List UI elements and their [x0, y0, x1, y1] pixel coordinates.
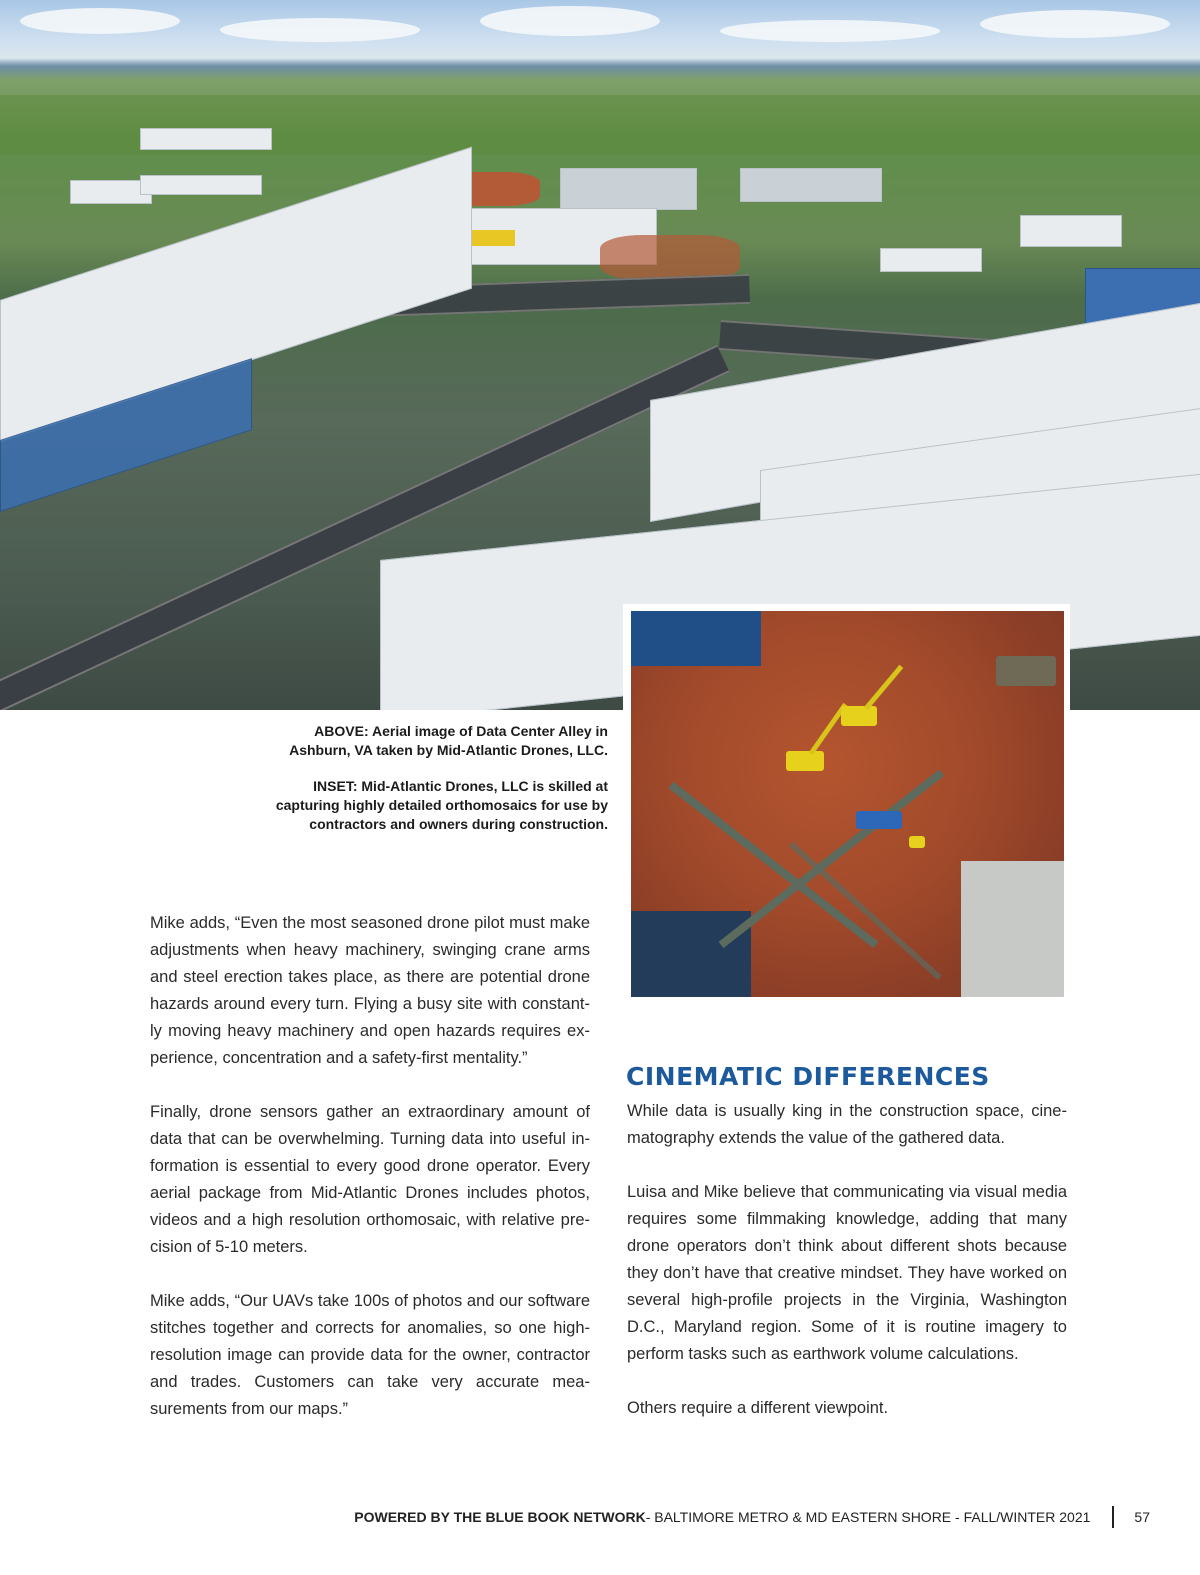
left-paragraph-1: Mike adds, “Even the most seasoned drone pilot must make adjustments when heavy machinery, swinging crane arms and steel erection takes place, as there are potential drone hazards around every turn. Flying a busy site with constantly moving heavy machinery and open hazards requires experience, concentration and a safety-first mentality.” — [150, 914, 590, 1067]
footer-brand: POWERED BY THE BLUE BOOK NETWORK — [354, 1509, 646, 1525]
right-text-column — [627, 1098, 1067, 1449]
inset-photo-frame — [623, 604, 1070, 1005]
inset-construction-photo — [631, 611, 1064, 997]
photo-caption-above — [262, 722, 608, 760]
page-number: 57 — [1134, 1509, 1150, 1525]
footer-divider — [1112, 1506, 1114, 1528]
left-paragraph-2: Finally, drone sensors gather an extraordinary amount of data that can be overwhelming. Turning data into useful information is essential to every good drone operator. Every aerial package from Mid-Atlantic Drones includes photos, videos and a high resolution orthomosaic, with relative precision of 5-10 meters. — [150, 1103, 590, 1256]
section-heading: CINEMATIC DIFFERENCES — [626, 1062, 990, 1091]
caption-above-text: ABOVE: Aerial image of Data Center Alley in Ashburn, VA taken by Mid-Atlantic Drones, LLC. — [289, 723, 608, 758]
photo-caption-inset — [262, 777, 608, 834]
right-paragraph-2: Luisa and Mike believe that communicating via visual media requires some filmmaking knowledge, adding that many drone operators don’t think about different shots because they don’t have that creative mindset. They have worked on several high-profile projects in the Virginia, Washington D.C., Maryland region. Some of it is routine imagery to perform tasks such as earthwork volume calculations. — [627, 1183, 1067, 1363]
right-paragraph-1: While data is usually king in the construction space, cinematography extends the value of the gathered data. — [627, 1102, 1067, 1147]
page-footer — [354, 1506, 1150, 1528]
left-text-column — [150, 910, 590, 1450]
footer-edition: - BALTIMORE METRO & MD EASTERN SHORE - FALL/WINTER 2021 — [645, 1509, 1091, 1525]
left-paragraph-3: Mike adds, “Our UAVs take 100s of photos and our software stitches together and corrects for anomalies, so one high-resolution image can provide data for the owner, contractor and trades. Customers can take very accurate measurements from our maps.” — [150, 1292, 590, 1418]
caption-inset-text: INSET: Mid-Atlantic Drones, LLC is skilled at capturing highly detailed orthomosaics for use by contractors and owners during construction. — [275, 778, 608, 832]
right-paragraph-3: Others require a different viewpoint. — [627, 1399, 889, 1417]
